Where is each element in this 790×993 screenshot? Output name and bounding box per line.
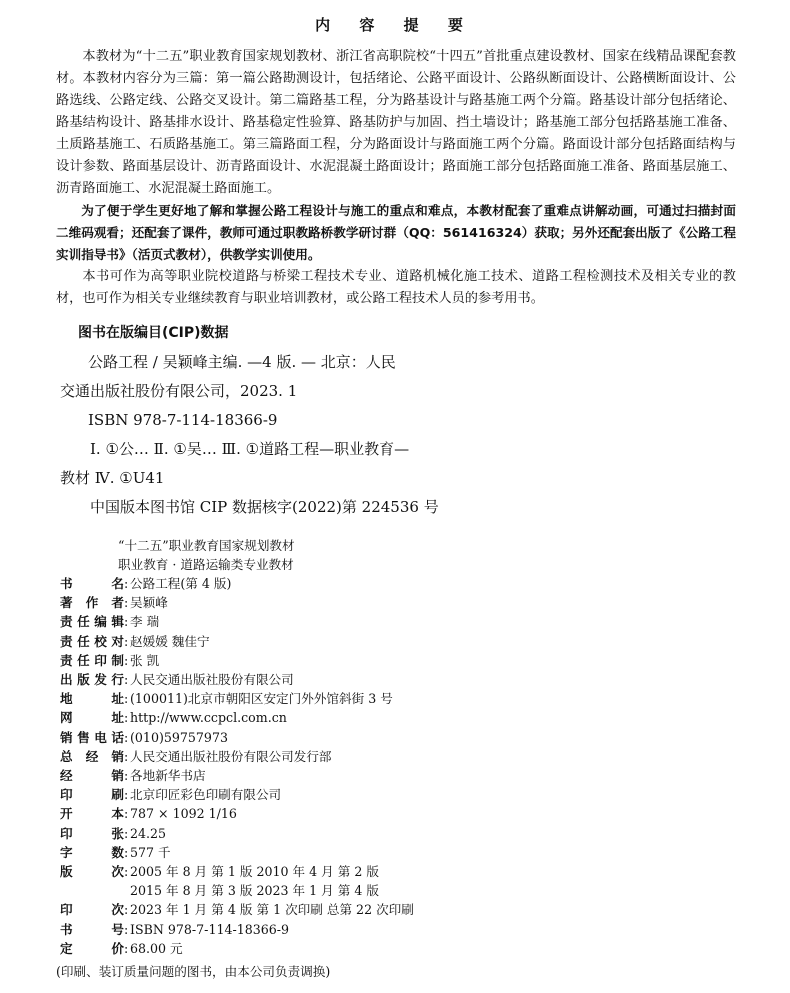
info-value: 2023 年 1 月 第 4 版 第 1 次印刷 总第 22 次印刷: [130, 902, 414, 918]
info-value: 吴颖峰: [130, 595, 168, 611]
info-label: 印次: [60, 902, 124, 918]
info-row: 出版发行 : 人民交通出版社股份有限公司: [60, 670, 414, 689]
info-value: 68.00 元: [130, 940, 183, 956]
cip-block: [60, 348, 740, 522]
info-label: 印张: [60, 825, 124, 841]
info-label: 经销: [60, 768, 124, 784]
info-value: (100011)北京市朝阳区安定门外外馆斜街 3 号: [130, 691, 393, 707]
info-value: 24.25: [130, 825, 167, 841]
info-row: 地址 : (100011)北京市朝阳区安定门外外馆斜街 3 号: [60, 689, 414, 708]
info-row: 书名 : 公路工程(第 4 版): [60, 574, 414, 593]
info-row: 总经销 : 人民交通出版社股份有限公司发行部: [60, 747, 414, 766]
info-label: 书名: [60, 576, 124, 591]
info-label: 总经销: [60, 748, 124, 764]
abstract-paragraph-1: 本教材为“十二五”职业教育国家规划教材、浙江省高职院校“十四五”首批重点建设教材、国家在线精品课配套教材。本教材内容分为三篇：第一篇公路勘测设计，包括绪论、公路平面设计、公路纵断面设计、公路横断面设计、公路选线、公路定线、公路交叉设计。第二篇路基工程，分为路基设计与路基施工两个分篇。路基设计部分包括绪论、路基结构设计、路基排水设计、路基稳定性验算、路基防护与加固、挡土墙设计；路基施工部分包括路基施工准备、土质路基施工、石质路基施工。第三篇路面工程，分为路面设计与路面施工两个分篇。路面设计部分包括路面结构与设计参数、路面基层设计、沥青路面设计、水泥混凝土路面设计；路面施工部分包括路面施工准备、路面基层施工、沥青路面施工、水泥混凝土路面施工。: [56, 49, 736, 196]
info-value: 2015 年 8 月 第 3 版 2023 年 1 月 第 4 版: [130, 883, 379, 899]
info-row: 网址 : http://www.ccpcl.com.cn: [60, 708, 414, 727]
website-link[interactable]: http://www.ccpcl.com.cn: [130, 710, 287, 726]
series-block: [118, 536, 295, 574]
info-row: 定价 : 68.00 元: [60, 939, 414, 958]
series-line: 职业教育 · 道路运输类专业教材: [118, 557, 294, 572]
info-row: 著作者 : 吴颖峰: [60, 593, 414, 612]
info-label: 著作者: [60, 595, 124, 611]
info-value: 2005 年 8 月 第 1 版 2010 年 4 月 第 2 版: [130, 864, 379, 880]
info-value: 张 凯: [130, 652, 160, 668]
info-row: 书号 : ISBN 978-7-114-18366-9: [60, 920, 414, 939]
info-label: 地址: [60, 691, 124, 707]
info-label: 网址: [60, 710, 124, 726]
cip-line: 中国版本图书馆 CIP 数据核字(2022)第 224536 号: [90, 498, 439, 516]
info-row: 字数 : 577 千: [60, 843, 414, 862]
publication-info: [60, 574, 414, 958]
info-row: 印刷 : 北京印匠彩色印刷有限公司: [60, 785, 414, 804]
info-row: 开本 : 787 × 1092 1/16: [60, 804, 414, 823]
info-row: 责任校对 : 赵媛媛 魏佳宁: [60, 632, 414, 651]
cip-line: 交通出版社股份有限公司，2023. 1: [60, 382, 298, 400]
info-row: 销售电话 : (010)59757973: [60, 728, 414, 747]
info-value: ISBN 978-7-114-18366-9: [130, 921, 290, 937]
info-label: 版次: [60, 864, 124, 880]
cip-line: 公路工程 / 吴颖峰主编. —4 版. — 北京：人民: [88, 353, 396, 371]
info-value: 李 瑞: [130, 614, 160, 630]
info-value: 577 千: [130, 844, 171, 860]
info-row: 经销 : 各地新华书店: [60, 766, 414, 785]
info-label: 出版发行: [60, 672, 124, 688]
info-value: 各地新华书店: [130, 768, 206, 784]
info-value: 公路工程(第 4 版): [130, 576, 232, 591]
info-value: (010)59757973: [130, 729, 228, 745]
cip-line: 教材 Ⅳ. ①U41: [60, 469, 165, 487]
info-row-continued: [60, 881, 414, 900]
cip-line: Ⅰ. ①公… Ⅱ. ①吴… Ⅲ. ①道路工程—职业教育—: [90, 440, 410, 458]
info-label: 责任编辑: [60, 614, 124, 630]
cip-heading: 图书在版编目(CIP)数据: [78, 325, 229, 341]
footer-note: (印刷、装订质量问题的图书，由本公司负责调换): [56, 964, 331, 979]
abstract-paragraph-2: 为了便于学生更好地了解和掌握公路工程设计与施工的重点和难点，本教材配套了重难点讲解动画，可通过扫描封面二维码观看；还配套了课件，教师可通过职教路桥教学研讨群（QQ：561416324）获取；另外还配套出版了《公路工程实训指导书》（活页式教材），供教学实训使用。: [56, 203, 736, 262]
info-label: 印刷: [60, 787, 124, 803]
page-title: 内 容 提 要: [315, 16, 475, 34]
info-label: 开本: [60, 806, 124, 822]
info-row: 印次 : 2023 年 1 月 第 4 版 第 1 次印刷 总第 22 次印刷: [60, 900, 414, 919]
info-label: 书号: [60, 921, 124, 937]
info-value: 北京印匠彩色印刷有限公司: [130, 787, 282, 803]
info-row: 印张 : 24.25: [60, 824, 414, 843]
cip-line: ISBN 978-7-114-18366-9: [88, 411, 278, 429]
info-value: 赵媛媛 魏佳宁: [130, 633, 210, 649]
info-value: 人民交通出版社股份有限公司发行部: [130, 748, 332, 764]
info-value: 人民交通出版社股份有限公司: [130, 672, 294, 688]
abstract-section: [56, 46, 736, 310]
info-label: 字数: [60, 844, 124, 860]
info-label: 责任印制: [60, 652, 124, 668]
info-row: 责任编辑 : 李 瑞: [60, 612, 414, 631]
info-value: 787 × 1092 1/16: [130, 806, 237, 822]
info-label: 销售电话: [60, 729, 124, 745]
abstract-paragraph-3: 本书可作为高等职业院校道路与桥梁工程技术专业、道路机械化施工技术、道路工程检测技术及相关专业的教材，也可作为相关专业继续教育与职业培训教材，或公路工程技术人员的参考用书。: [56, 269, 736, 306]
info-row: 版次 : 2005 年 8 月 第 1 版 2010 年 4 月 第 2 版: [60, 862, 414, 881]
info-row: 责任印制 : 张 凯: [60, 651, 414, 670]
series-line: “十二五”职业教育国家规划教材: [118, 538, 295, 553]
info-label: 定价: [60, 940, 124, 956]
info-label: 责任校对: [60, 633, 124, 649]
